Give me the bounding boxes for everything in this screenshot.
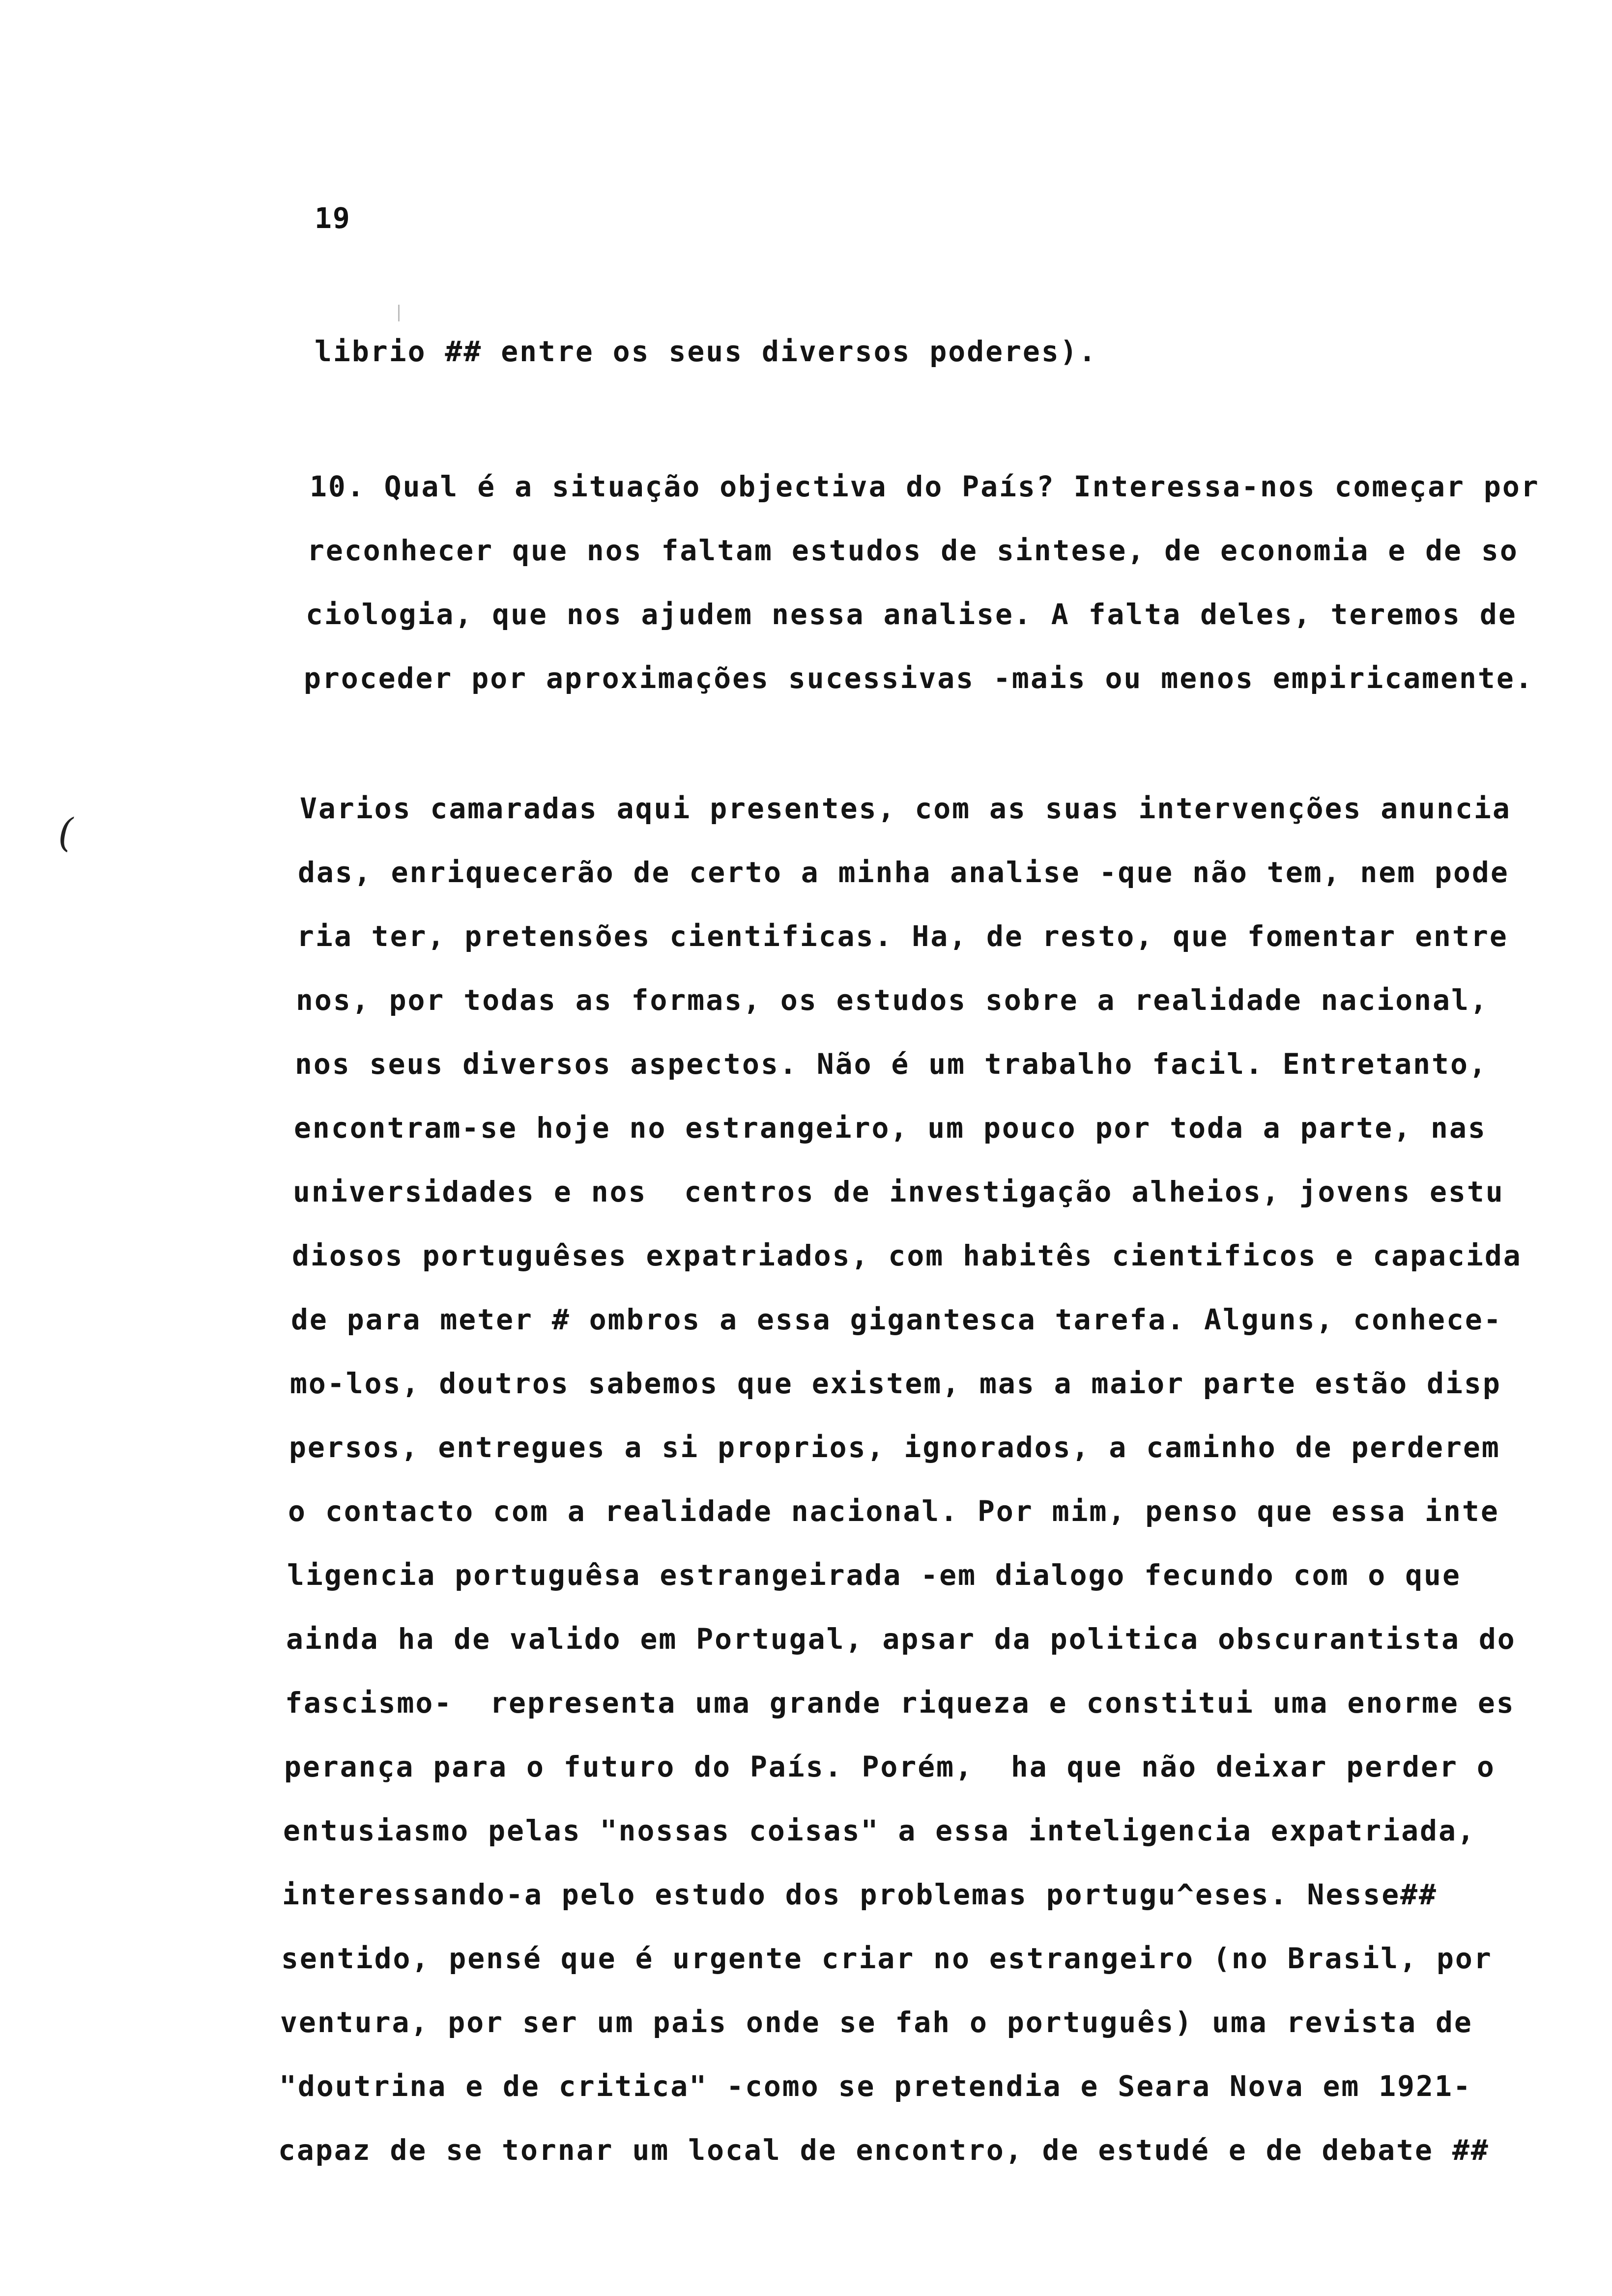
text-line: diosos portuguêses expatriados, com habitês cientificos e capacida (292, 1239, 1522, 1272)
text-line: mo-los, doutros sabemos que existem, mas a maior parte estão disp (290, 1367, 1501, 1400)
text-line: universidades e nos centros de investigação alheios, jovens estu (293, 1175, 1504, 1208)
text-line: o contacto com a realidade nacional. Por mim, penso que essa inte (288, 1494, 1499, 1528)
text-line: perança para o futuro do País. Porém, ha que não deixar perder o (284, 1750, 1496, 1783)
margin-mark: ( (58, 810, 74, 856)
text-line: entusiasmo pelas "nossas coisas" a essa inteligencia expatriada, (283, 1814, 1476, 1847)
text-line: "doutrina e de critica" -como se pretendia e Seara Nova em 1921- (279, 2069, 1472, 2103)
text-line: nos, por todas as formas, os estudos sobre a realidade nacional, (296, 983, 1489, 1017)
text-line: nos seus diversos aspectos. Não é um trabalho facil. Entretanto, (295, 1047, 1488, 1081)
text-line: ciologia, que nos ajudem nessa analise. A falta deles, teremos de (306, 598, 1517, 631)
text-line: encontram-se hoje no estrangeiro, um pouco por toda a parte, nas (294, 1111, 1487, 1145)
text-line: ainda ha de valido em Portugal, apsar da politica obscurantista do (286, 1622, 1516, 1656)
text-line: de para meter # ombros a essa gigantesca tarefa. Alguns, conhece- (291, 1303, 1502, 1336)
text-line: interessando-a pelo estudo dos problemas portugu^eses. Nesse## (282, 1878, 1438, 1911)
text-line: proceder por aproximações sucessivas -mais ou menos empiricamente. (304, 661, 1534, 695)
text-line: librio ## entre os seus diversos poderes). (315, 335, 1097, 368)
text-line: capaz de se tornar um local de encontro, de estudé e de debate ## (278, 2133, 1490, 2167)
page-number: 19 (315, 201, 351, 235)
text-line: das, enriquecerão de certo a minha analise -que não tem, nem pode (298, 856, 1509, 889)
text-line: reconhecer que nos faltam estudos de sintese, de economia e de so (307, 534, 1519, 567)
text-line: ria ter, pretensões cientificas. Ha, de resto, que fomentar entre (297, 919, 1508, 953)
text-line: sentido, pensé que é urgente criar no estrangeiro (no Brasil, por (281, 1942, 1493, 1975)
paper-speck (398, 305, 400, 321)
text-line: fascismo- representa uma grande riqueza e constitui uma enorme es (285, 1686, 1515, 1720)
text-line: ventura, por ser um pais onde se fah o português) uma revista de (280, 2006, 1473, 2039)
text-line: Varios camaradas aqui presentes, com as suas intervenções anuncia (300, 792, 1511, 825)
text-line: ligencia portuguêsa estrangeirada -em dialogo fecundo com o que (287, 1558, 1461, 1592)
text-line: persos, entregues a si proprios, ignorados, a caminho de perderem (289, 1431, 1500, 1464)
text-line: 10. Qual é a situação objectiva do País? Interessa-nos começar por (310, 470, 1540, 503)
